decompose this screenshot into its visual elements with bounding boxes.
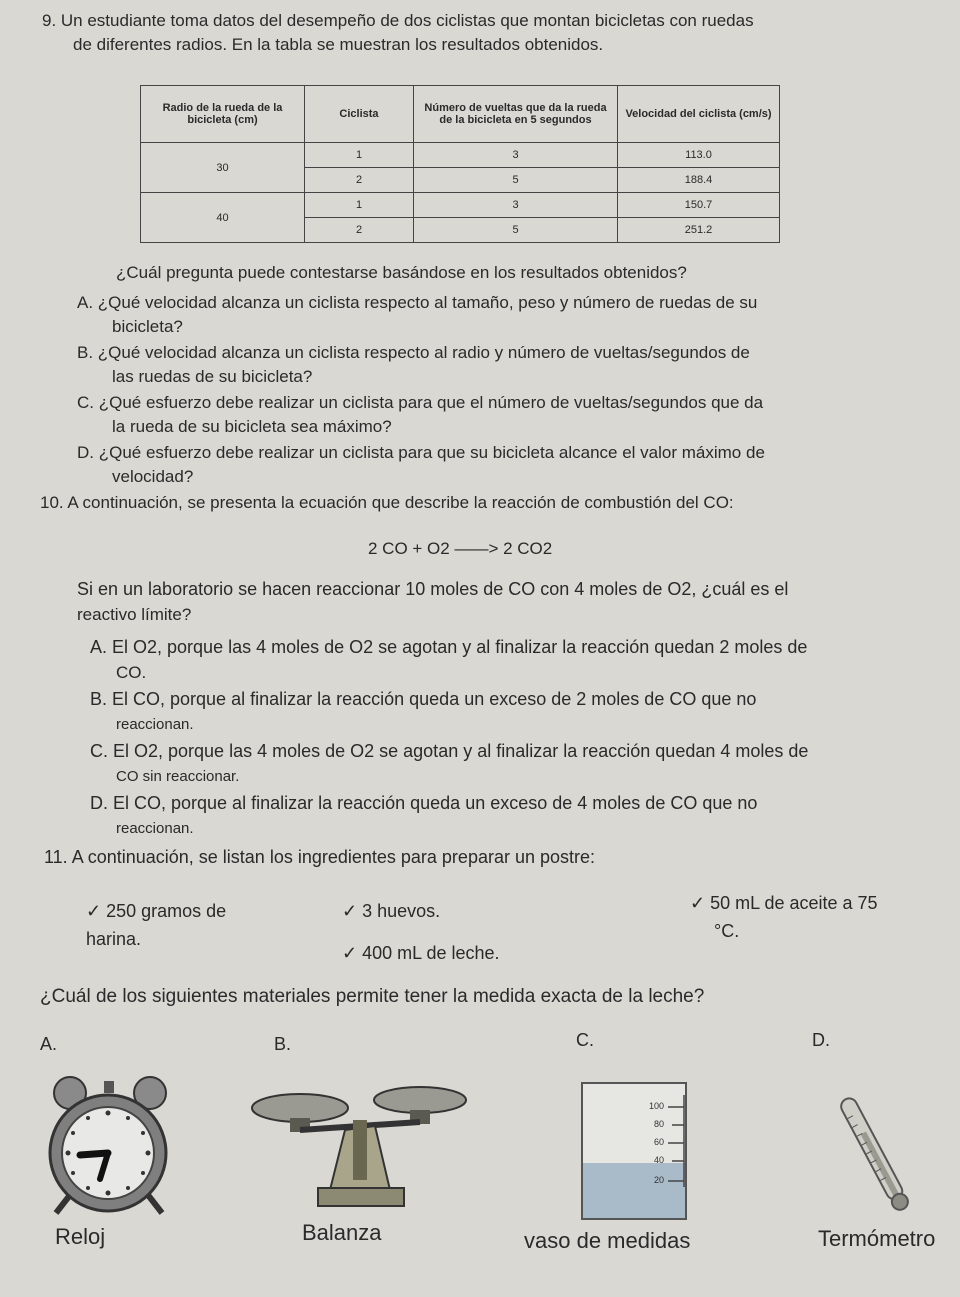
q11-question: ¿Cuál de los siguientes materiales permite tener la medida exacta de la leche? [40,986,705,1007]
q11-ingredient-oil-line2: °C. [714,921,740,941]
q10-option-a-line2: CO. [116,663,147,682]
q10-stem: 10. A continuación, se presenta la ecuación que describe la reacción de combustión del CO: [40,493,734,512]
beaker-tick-label: 20 [653,1175,664,1185]
table-cell: 1 [305,143,414,168]
table-cell: 2 [305,218,414,243]
q11-ingredient-eggs: ✓ 3 huevos. [342,901,441,921]
beaker-tick-label: 100 [648,1101,664,1111]
q10-question-line1: Si en un laboratorio se hacen reaccionar 10 moles de CO con 4 moles de O2, ¿cuál es el [77,579,789,599]
table-cell: 1 [305,193,414,218]
q9-question: ¿Cuál pregunta puede contestarse basándose en los resultados obtenidos? [116,263,687,282]
alarm-clock-icon [30,1075,180,1225]
q10-option-b-line2: reaccionan. [116,716,194,733]
q10-option-a-line1[interactable]: A. El O2, porque las 4 moles de O2 se agotan y al finalizar la reacción quedan 2 moles de [90,637,808,657]
balance-scale-icon [250,1080,470,1210]
q11-ingredient-flour-line2: harina. [86,929,142,949]
table-header: Velocidad del ciclista (cm/s) [618,86,780,143]
q10-option-d-line2: reaccionan. [116,820,194,837]
table-cell: 3 [414,193,618,218]
table-header: Número de vueltas que da la rueda de la bicicleta en 5 segundos [414,86,618,143]
q11-option-d-letter[interactable]: D. [812,1030,830,1050]
q11-option-c-label: vaso de medidas [524,1228,691,1253]
q10-option-c-line2: CO sin reaccionar. [116,768,240,785]
q11-option-a-label: Reloj [55,1224,106,1249]
q9-option-b-line2: las ruedas de su bicicleta? [112,367,313,386]
table-cell: 30 [141,143,305,193]
q11-ingredient-milk: ✓ 400 mL de leche. [342,943,500,963]
q10-option-c-line1[interactable]: C. El O2, porque las 4 moles de O2 se agotan y al finalizar la reacción quedan 4 moles de [90,741,809,761]
q11-stem: 11. A continuación, se listan los ingredientes para preparar un postre: [44,847,596,867]
q9-option-a-line1[interactable]: A. ¿Qué velocidad alcanza un ciclista respecto al tamaño, peso y número de ruedas de su [77,293,758,312]
table-cell: 5 [414,218,618,243]
table-header-row [141,86,780,143]
beaker-tick-label: 40 [653,1155,664,1165]
beaker-tick-label: 80 [653,1119,664,1129]
q11-ingredient-flour-line1: ✓ 250 gramos de [86,901,227,921]
q9-option-b-line1[interactable]: B. ¿Qué velocidad alcanza un ciclista respecto al radio y número de vueltas/segundos de [77,343,750,362]
table-row [141,143,780,168]
q9-option-a-line2: bicicleta? [112,317,183,336]
q9-option-c-line2: la rueda de su bicicleta sea máximo? [112,417,392,436]
table-cell: 2 [305,168,414,193]
table-cell: 251.2 [618,218,780,243]
beaker-tick-label: 60 [653,1137,664,1147]
q9-stem-line1: 9. Un estudiante toma datos del desempeño de dos ciclistas que montan bicicletas con ruedas [42,11,754,30]
q11-option-a-letter[interactable]: A. [40,1034,58,1054]
q11-option-c-letter[interactable]: C. [576,1030,594,1050]
q9-option-d-line1[interactable]: D. ¿Qué esfuerzo debe realizar un ciclista para que su bicicleta alcance el valor máximo de [77,443,765,462]
table-header: Ciclista [305,86,414,143]
table-cell: 5 [414,168,618,193]
table-cell: 3 [414,143,618,168]
q9-data-table [140,85,780,243]
q9-option-d-line2: velocidad? [112,467,194,486]
table-header: Radio de la rueda de la bicicleta (cm) [141,86,305,143]
measuring-beaker-icon [568,1075,698,1225]
thermometer-icon [840,1090,910,1220]
q11-ingredient-oil-line1: ✓ 50 mL de aceite a 75 [690,893,878,913]
q9-stem-line2: de diferentes radios. En la tabla se muestran los resultados obtenidos. [73,35,604,54]
table-cell: 113.0 [618,143,780,168]
q10-option-b-line1[interactable]: B. El CO, porque al finalizar la reacción queda un exceso de 2 moles de CO que no [90,689,757,709]
q10-question-line2: reactivo límite? [77,605,192,624]
table-row [141,193,780,218]
table-cell: 40 [141,193,305,243]
table-cell: 188.4 [618,168,780,193]
q11-option-b-label: Balanza [302,1220,382,1245]
q10-option-d-line1[interactable]: D. El CO, porque al finalizar la reacción queda un exceso de 4 moles de CO que no [90,793,758,813]
q9-option-c-line1[interactable]: C. ¿Qué esfuerzo debe realizar un ciclista para que el número de vueltas/segundos que da [77,393,764,412]
table-cell: 150.7 [618,193,780,218]
q11-option-d-label: Termómetro [818,1226,936,1251]
q10-equation: 2 CO + O2 ——> 2 CO2 [368,539,553,558]
q11-option-b-letter[interactable]: B. [274,1034,292,1054]
